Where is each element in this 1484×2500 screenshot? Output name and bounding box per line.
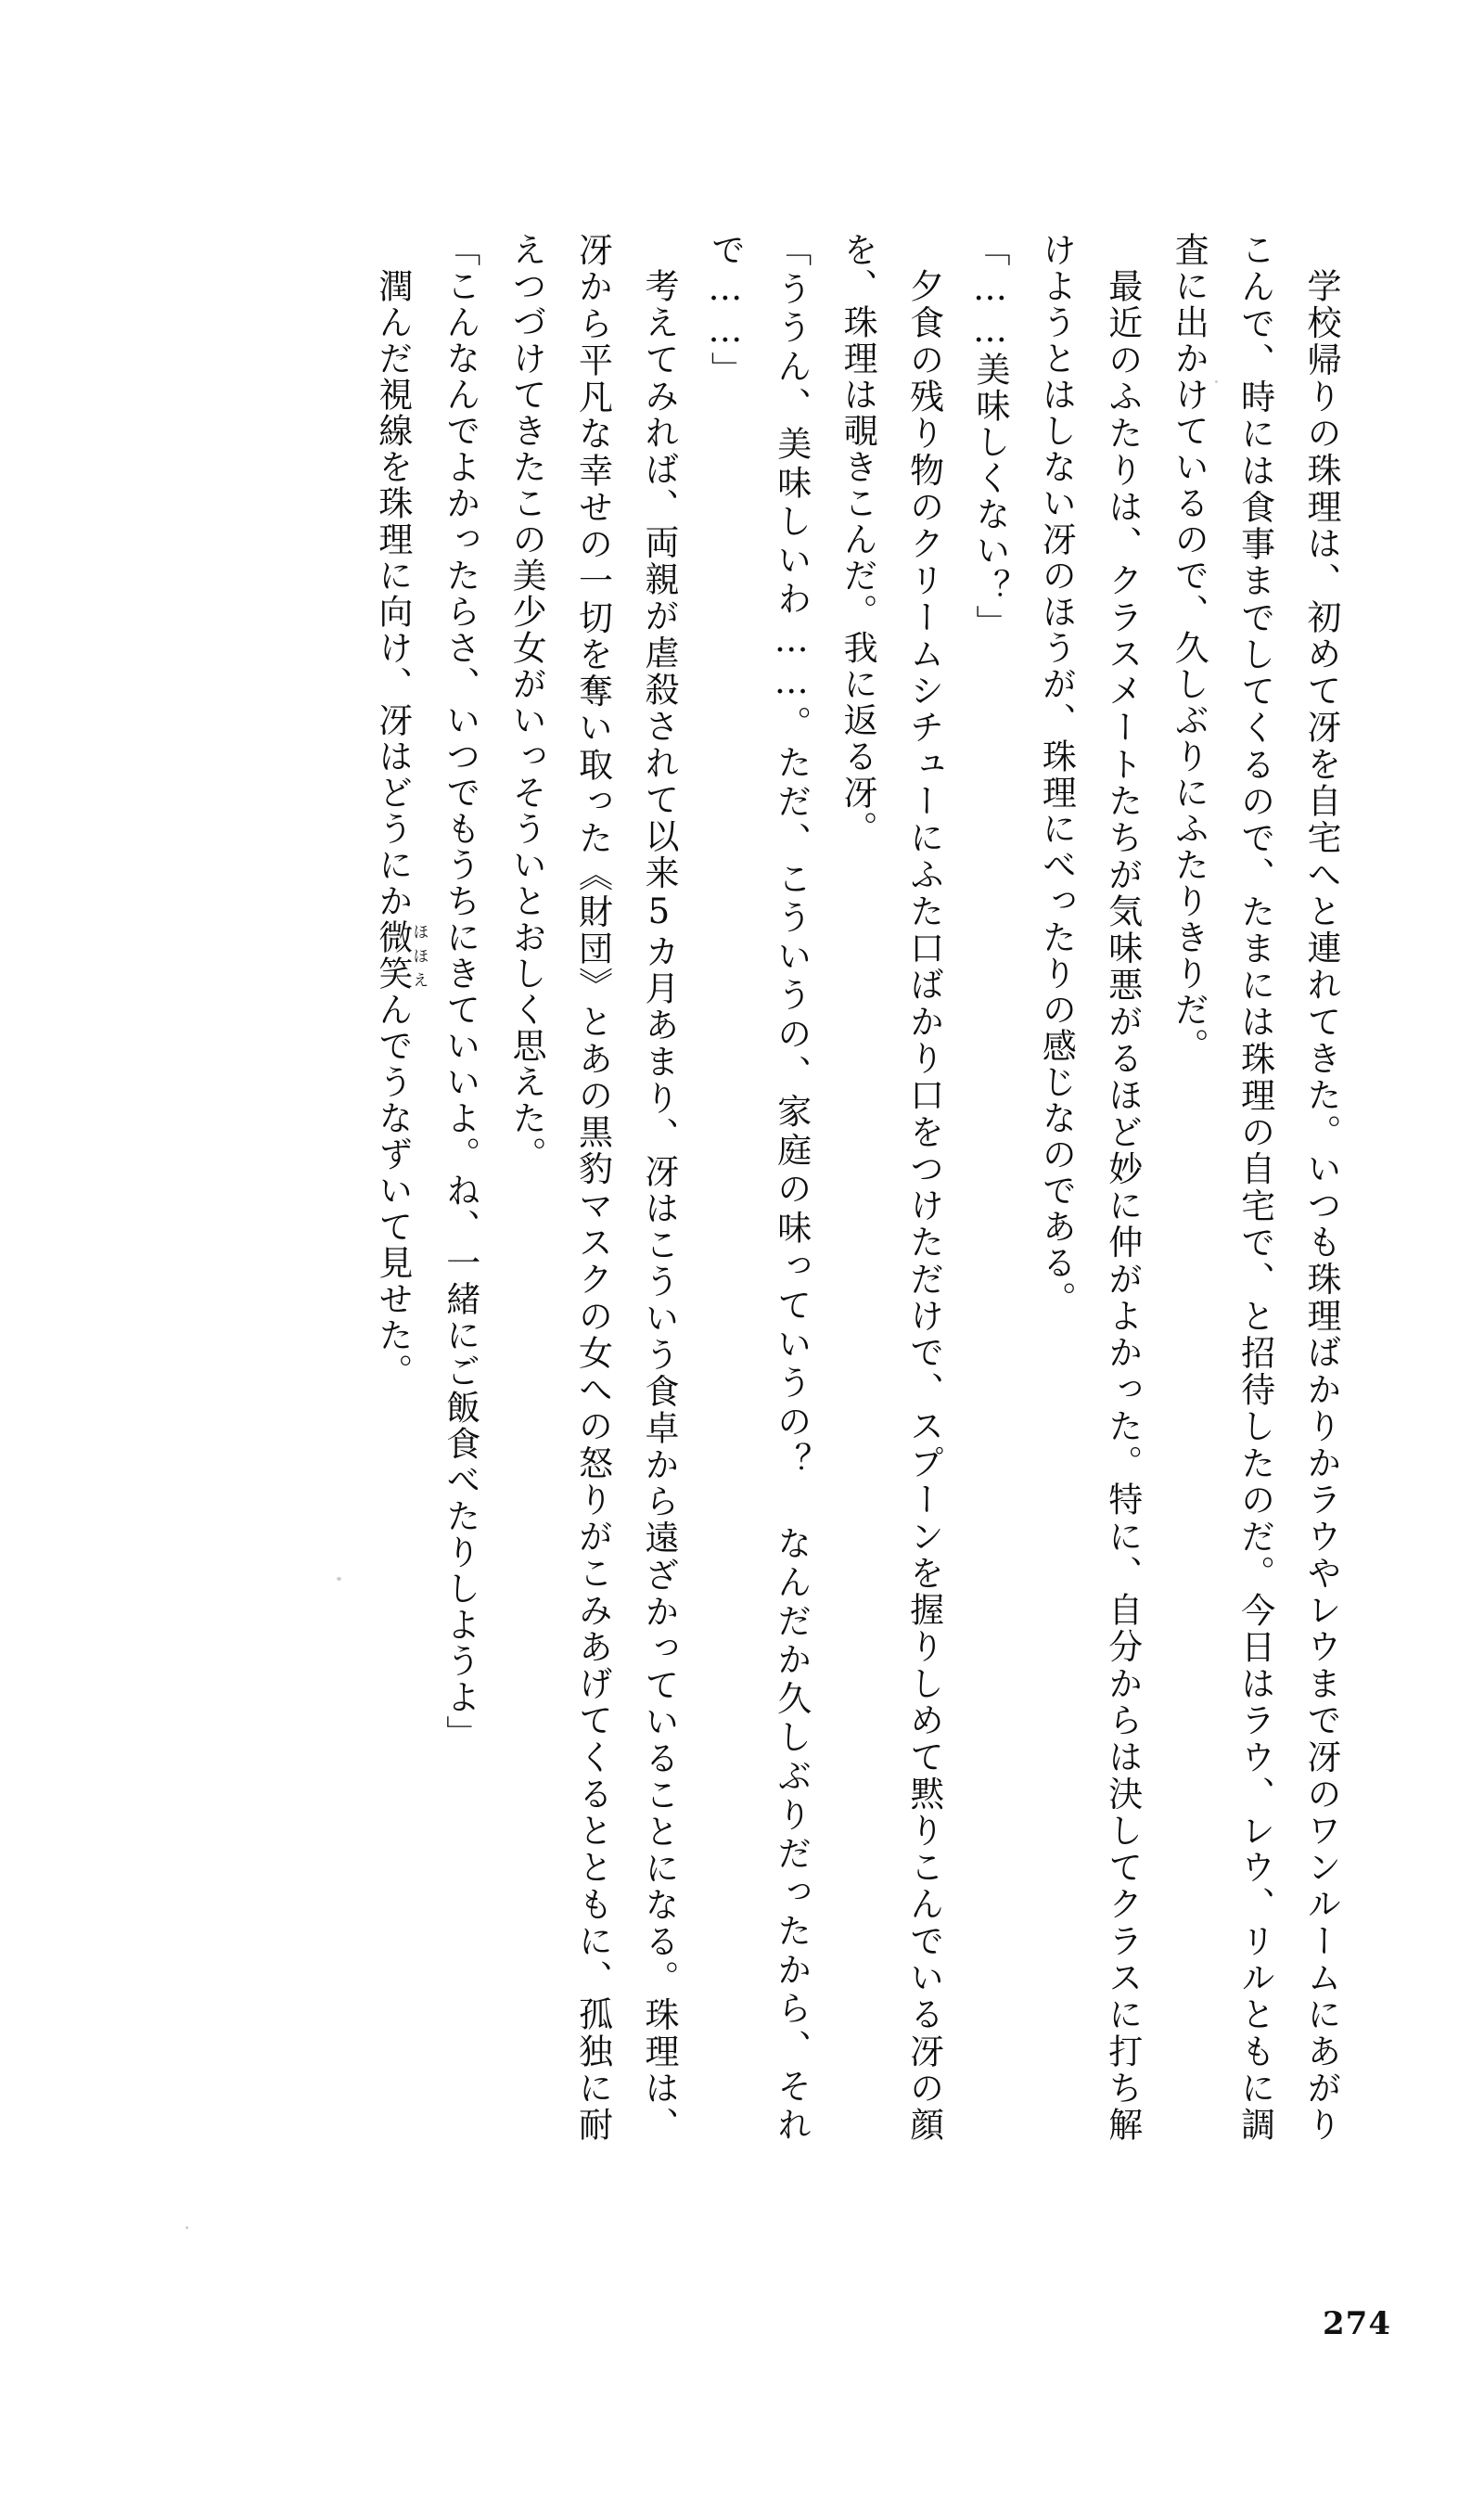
page-number: 274 (1323, 2305, 1391, 2342)
paragraph-8-part-b: んでうなずいて見せた。 (372, 992, 413, 1390)
ruby-annotation-hohoe (372, 919, 429, 992)
paragraph-2: 最近のふたりは、クラスメートたちが気味悪がるほど妙に仲がよかった。特に、自分からは決してクラスに打ち解けようとはしない冴のほうが、珠理にべったりの感じなのである。 (1036, 232, 1143, 2144)
paragraph-8-part-a: 潤んだ視線を珠理に向け、冴はどうにか (372, 268, 413, 919)
body-text-block (158, 232, 1354, 2143)
paragraph-6: 考えてみれば、両親が虐殺されて以来5カ月あまり、冴はこういう食卓から遠ざかっていることになる。珠理は、冴から平凡な幸せの一切を奪い取った《財団》とあの黒豹マスクの女への怒りがこみあげてくるとともに、孤独に耐えつづけてきたこの美少女がいっそういとおしく思えた。 (506, 232, 679, 2143)
ruby-base: 微笑 (372, 919, 413, 992)
scan-speck (337, 1577, 341, 1581)
paragraph-4: 夕食の残り物のクリームシチューにふた口ばかり口をつけただけで、スプーンを握りしめて黙りこんでいる冴の顔を、珠理は覗きこんだ。我に返る冴。 (838, 232, 944, 2143)
ruby-reading: ほほえ (409, 919, 429, 992)
scan-speck (186, 2226, 188, 2229)
scan-speck (1215, 380, 1218, 383)
paragraph-1: 学校帰りの珠理は、初めて冴を自宅へと連れてきた。いつも珠理ばかりかラウやレウまで冴のワンルームにあがりこんで、時には食事までしてくるので、たまには珠理の自宅で、と招待したのだ。今日はラウ、レウ、リルともに調査に出かけているので、久しぶりにふたりきりだ。 (1169, 232, 1341, 2144)
paragraph-3-dialogue: 「……美味しくない？」 (969, 232, 1010, 641)
paragraph-5-dialogue: 「ううん、美味しいわ……。ただ、こういうの、家庭の味っていうの？ なんだか久しぶりだったから、それで……」 (705, 232, 812, 2143)
paragraph-8 (359, 232, 427, 2143)
paragraph-7-dialogue: 「こんなんでよかったらさ、いつでもうちにきていいよ。ね、一緒にご飯食べたりしようよ」 (440, 232, 480, 1751)
